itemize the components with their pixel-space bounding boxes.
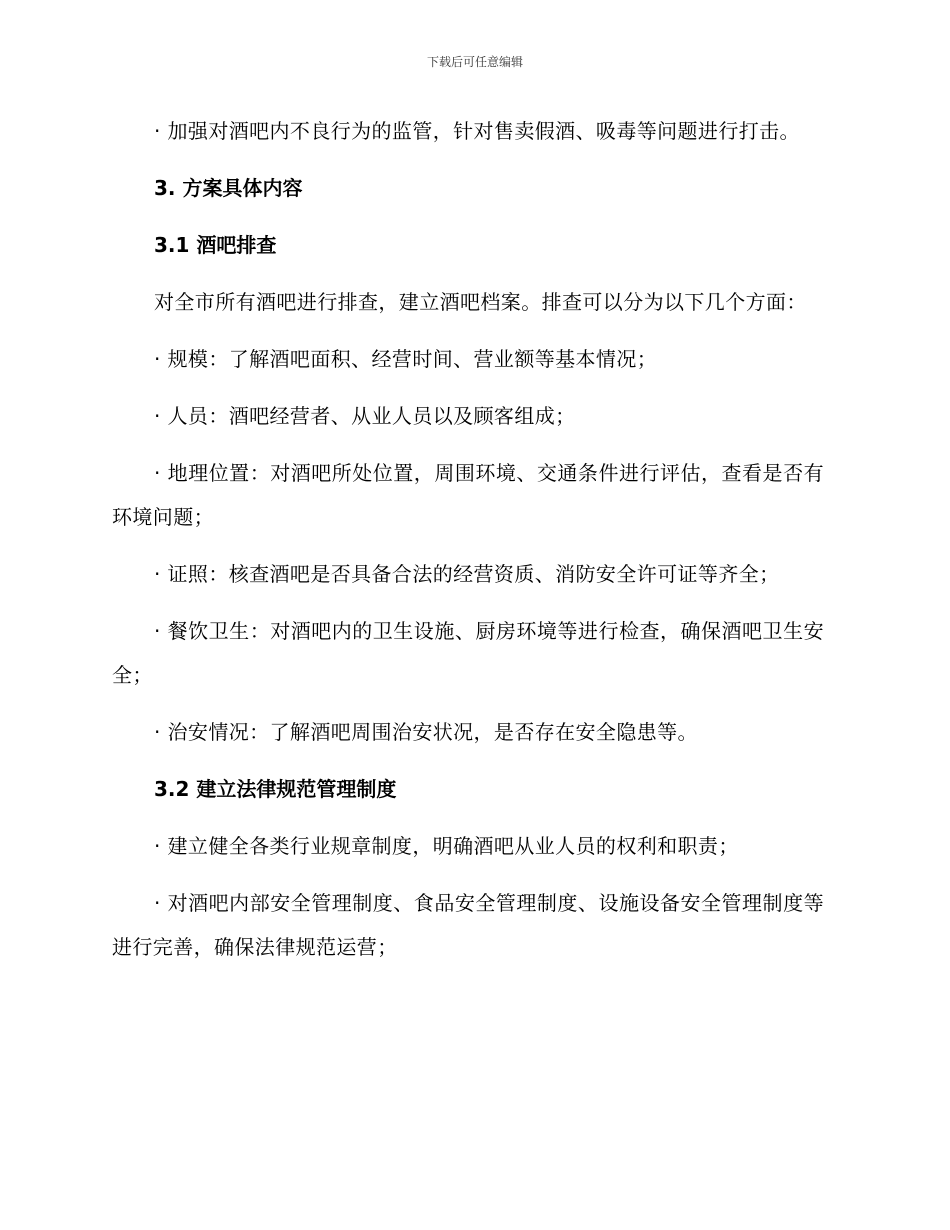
list-item-regulations: · 建立健全各类行业规章制度，明确酒吧从业人员的权利和职责； — [154, 834, 739, 858]
list-item-location: · 地理位置：对酒吧所处位置，周围环境、交通条件进行评估，查看是否有环境问题； — [112, 461, 824, 529]
section-heading-3-1: 3.1 酒吧排查 — [154, 233, 277, 257]
list-item-licenses: · 证照：核查酒吧是否具备合法的经营资质、消防安全许可证等齐全； — [154, 562, 780, 586]
list-item-hygiene: · 餐饮卫生：对酒吧内的卫生设施、厨房环境等进行检查，确保酒吧卫生安全； — [112, 619, 824, 687]
section-heading-3: 3. 方案具体内容 — [154, 176, 303, 200]
section-heading-3-2: 3.2 建立法律规范管理制度 — [154, 777, 397, 801]
list-item-security: · 治安情况：了解酒吧周围治安状况，是否存在安全隐患等。 — [154, 720, 698, 744]
paragraph-crackdown: · 加强对酒吧内不良行为的监管，针对售卖假酒、吸毒等问题进行打击。 — [154, 119, 800, 143]
document-body — [112, 109, 824, 982]
page-header-note: 下载后可任意编辑 — [426, 55, 523, 69]
list-item-internal-systems: · 对酒吧内部安全管理制度、食品安全管理制度、设施设备安全管理制度等进行完善，确保法律规范运营； — [112, 891, 824, 959]
list-item-scale: · 规模：了解酒吧面积、经营时间、营业额等基本情况； — [154, 347, 658, 371]
paragraph-inspection-intro: 对全市所有酒吧进行排查，建立酒吧档案。排查可以分为以下几个方面： — [154, 290, 807, 314]
list-item-personnel: · 人员：酒吧经营者、从业人员以及顾客组成； — [154, 404, 576, 428]
